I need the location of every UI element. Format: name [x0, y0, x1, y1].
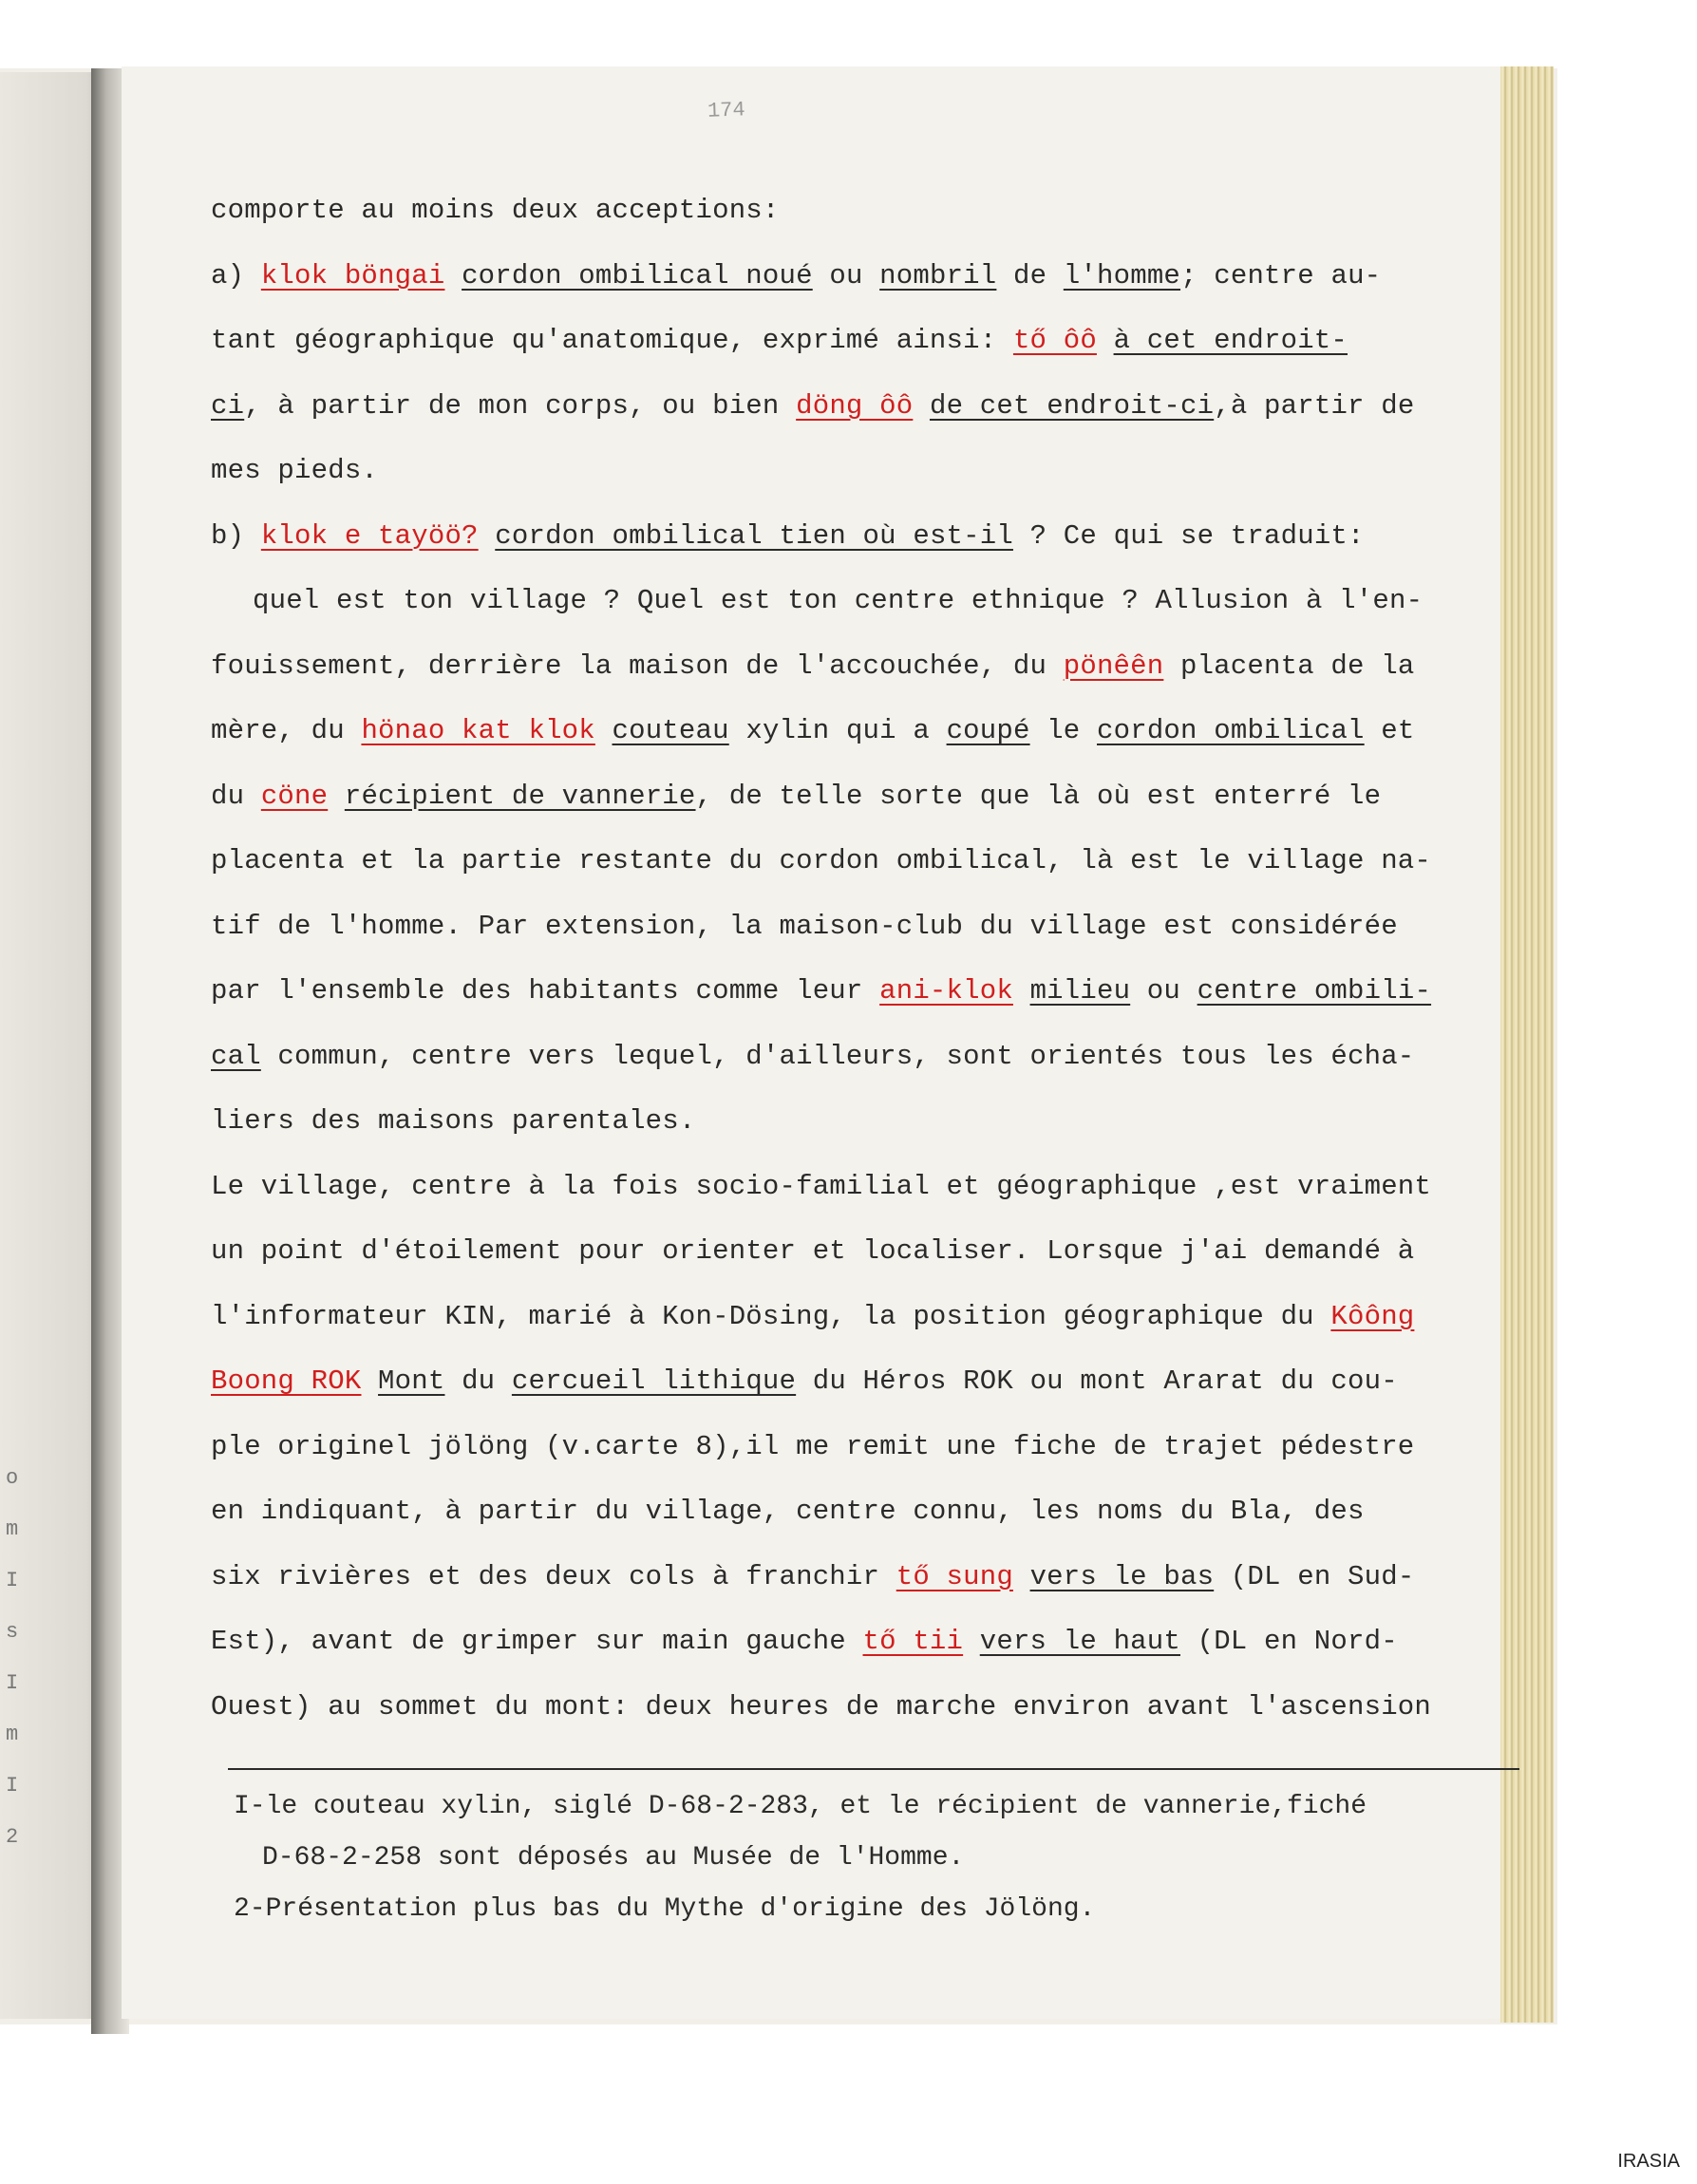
vernacular-term: Boong ROK	[211, 1365, 362, 1397]
gloss: couteau	[612, 715, 729, 746]
vernacular-term: ani-klok	[879, 975, 1013, 1007]
text-line: a) klok böngai cordon ombilical noué ou nombril de l'homme; centre au-	[211, 259, 1382, 292]
facing-page-margin-marks	[6, 1453, 25, 1863]
text-line: tant géographique qu'anatomique, exprimé ainsi: tő ôô à cet endroit-	[211, 325, 1348, 356]
gloss: nombril	[879, 259, 997, 292]
text-line: mère, du hönao kat klok couteau xylin qui a coupé le cordon ombilical et	[211, 715, 1415, 746]
gloss: l'homme	[1063, 259, 1181, 292]
margin-mark: I	[6, 1774, 19, 1798]
watermark: IRASIA	[1617, 2151, 1680, 2172]
text-line: six rivières et des deux cols à franchir tő sung vers le bas (DL en Sud-	[211, 1560, 1415, 1592]
text-line: par l'ensemble des habitants comme leur ani-klok milieu ou centre ombili-	[211, 975, 1432, 1007]
margin-mark: m	[6, 1517, 19, 1541]
margin-mark: s	[6, 1620, 19, 1644]
text-line: cal commun, centre vers lequel, d'ailleurs, sont orientés tous les écha-	[211, 1040, 1415, 1072]
text-line: Boong ROK Mont du cercueil lithique du Héros ROK ou mont Ararat du cou-	[211, 1365, 1398, 1397]
text-line: b) klok e tayöö? cordon ombilical tien où est-il ? Ce qui se traduit:	[211, 519, 1365, 552]
gloss: cordon ombilical noué	[462, 259, 813, 292]
vernacular-term: tő sung	[896, 1560, 1013, 1592]
margin-mark: o	[6, 1466, 19, 1490]
text-line: du cöne récipient de vannerie, de telle sorte que là où est enterré le	[211, 780, 1382, 812]
body-text	[211, 179, 1521, 1740]
text-line: ci, à partir de mon corps, ou bien döng ôô de cet endroit-ci,à partir de	[211, 389, 1415, 422]
vernacular-term: tő tii	[862, 1626, 964, 1657]
text-line: un point d'étoilement pour orienter et localiser. Lorsque j'ai demandé à	[211, 1235, 1415, 1267]
gloss: centre ombili-	[1197, 975, 1432, 1007]
gloss: vers le haut	[979, 1626, 1180, 1657]
text-line: liers des maisons parentales.	[211, 1105, 696, 1137]
text-line: quel est ton village ? Quel est ton centre ethnique ? Allusion à l'en-	[253, 585, 1424, 616]
footnote: D-68-2-258 sont déposés au Musée de l'Homme.	[262, 1843, 965, 1873]
vernacular-term: hönao kat klok	[361, 715, 595, 746]
gloss: cal	[211, 1040, 261, 1072]
text-line: comporte au moins deux acceptions:	[211, 195, 780, 226]
gloss: ROK	[311, 1365, 362, 1397]
text-line: ple originel jölöng (v.carte 8),il me remit une fiche de trajet pédestre	[211, 1430, 1415, 1462]
margin-mark: 2	[6, 1825, 19, 1849]
gloss: cordon ombilical	[1097, 715, 1365, 746]
footnote: 2-Présentation plus bas du Mythe d'origine des Jölöng.	[234, 1894, 1096, 1924]
vernacular-term: pönêên	[1063, 650, 1164, 682]
vernacular-term: döng ôô	[796, 389, 914, 422]
gloss: vers le bas	[1029, 1560, 1215, 1592]
margin-mark: I	[6, 1671, 19, 1695]
text-line: en indiquant, à partir du village, centre connu, les noms du Bla, des	[211, 1496, 1365, 1527]
footnotes	[234, 1781, 1525, 1935]
text-line: Est), avant de grimper sur main gauche tő tii vers le haut (DL en Nord-	[211, 1626, 1398, 1657]
text-line: Ouest) au sommet du mont: deux heures de marche environ avant l'ascension	[211, 1690, 1432, 1723]
gloss: milieu	[1029, 975, 1131, 1007]
margin-mark: m	[6, 1723, 19, 1746]
footnote: I-le couteau xylin, siglé D-68-2-283, et le récipient de vannerie,fiché	[234, 1792, 1367, 1821]
vernacular-term: Kôông	[1330, 1300, 1415, 1332]
vernacular-term: klok e tayöö?	[260, 519, 479, 552]
gloss: coupé	[946, 715, 1030, 746]
text-line: fouissement, derrière la maison de l'accouchée, du pönêên placenta de la	[211, 650, 1415, 682]
vernacular-term: klok böngai	[260, 259, 445, 292]
page-number: 174	[707, 98, 746, 123]
gloss: de cet endroit-ci	[929, 389, 1215, 422]
gloss: récipient de vannerie	[344, 780, 696, 812]
gloss: à cet endroit-	[1113, 325, 1348, 356]
gloss: cordon ombilical tien où est-il	[495, 519, 1013, 552]
text-line: l'informateur KIN, marié à Kon-Dösing, la position géographique du Kôông	[211, 1300, 1415, 1332]
vernacular-term: cöne	[260, 780, 329, 812]
vernacular-term: tő ôô	[1012, 325, 1097, 356]
text-line: placenta et la partie restante du cordon ombilical, là est le village na-	[211, 845, 1432, 876]
gloss: Mont	[378, 1365, 445, 1397]
margin-mark: I	[6, 1569, 19, 1592]
gloss: ci	[211, 389, 245, 422]
text-line: Le village, centre à la fois socio-familial et géographique ,est vraiment	[211, 1170, 1432, 1202]
footnote-rule	[228, 1768, 1519, 1770]
text-line: tif de l'homme. Par extension, la maison-club du village est considérée	[211, 910, 1398, 942]
gloss: cercueil lithique	[511, 1365, 797, 1397]
text-line: mes pieds.	[211, 455, 379, 486]
